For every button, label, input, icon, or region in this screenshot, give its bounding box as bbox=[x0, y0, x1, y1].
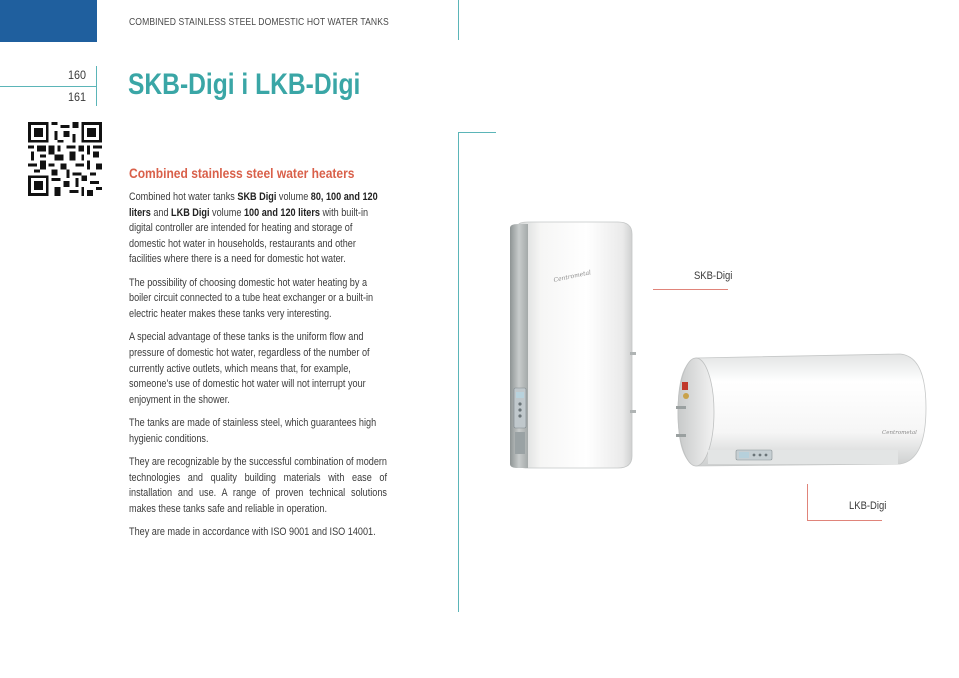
volume-lkb: 100 and 120 liters bbox=[243, 206, 320, 219]
paragraph-technology: They are recognizable by the successful combination of modern technologies and quality building materials with ease of installation and use. A range of proven technical solutions makes these tanks safe and reliable in operation. bbox=[129, 456, 387, 515]
text-run: Combined hot water tanks bbox=[129, 191, 238, 203]
vertical-tank-label: SKB-Digi bbox=[694, 270, 733, 282]
horizontal-water-heater-image bbox=[668, 350, 928, 472]
paragraph-intro bbox=[129, 190, 387, 268]
text-run: volume bbox=[209, 206, 244, 219]
page-number-right: 161 bbox=[67, 90, 86, 104]
text-run: with built-in digital controller are intended for heating and storage of domestic hot water in households, restaurants and other facilities where there is a need for domestic hot water. bbox=[129, 206, 369, 266]
running-header: COMBINED STAINLESS STEEL DOMESTIC HOT WATER TANKS bbox=[129, 17, 389, 28]
product-name-skb: SKB Digi bbox=[237, 191, 277, 203]
header-divider bbox=[458, 0, 459, 40]
image-frame-vertical-rule bbox=[458, 132, 459, 612]
page-number-divider bbox=[0, 86, 97, 87]
text-run: volume bbox=[276, 191, 311, 203]
horizontal-tank-label: LKB-Digi bbox=[849, 500, 887, 512]
paragraph-material: The tanks are made of stainless steel, which guarantees high hygienic conditions. bbox=[129, 417, 377, 445]
image-frame-top-rule bbox=[458, 132, 496, 133]
qr-code-icon[interactable] bbox=[28, 122, 102, 196]
paragraph-standards: They are made in accordance with ISO 9001 and ISO 14001. bbox=[129, 526, 376, 539]
paragraph-advantage: A special advantage of these tanks is the uniform flow and pressure of domestic hot water, regardless of the number of currently active outlets, which means that, for example, someone's use of domestic hot water will not interrupt your enjoyment in the shower. bbox=[129, 331, 370, 406]
product-name-lkb: LKB Digi bbox=[171, 206, 210, 219]
vertical-tank-callout-line bbox=[653, 289, 728, 290]
corner-color-block bbox=[0, 0, 97, 42]
text-run: and bbox=[150, 206, 172, 219]
volume-skb: 80, 100 and 120 liters bbox=[129, 191, 378, 219]
page-number-left: 160 bbox=[67, 68, 86, 82]
svg-text:Centrometal: Centrometal bbox=[882, 430, 917, 436]
page-title: SKB-Digi i LKB-Digi bbox=[128, 68, 361, 101]
body-text bbox=[129, 190, 387, 549]
paragraph-heating: The possibility of choosing domestic hot water heating by a boiler circuit connected to a tube heat exchanger or a built-in electric heater makes these tanks very interesting. bbox=[129, 276, 374, 320]
horizontal-tank-callout-line bbox=[807, 520, 882, 521]
section-subtitle: Combined stainless steel water heaters bbox=[129, 165, 355, 181]
vertical-water-heater-image bbox=[506, 220, 638, 472]
svg-text:Centrometal: Centrometal bbox=[552, 269, 592, 284]
horizontal-tank-callout-vertical bbox=[807, 484, 808, 521]
page-number-vertical-rule bbox=[96, 66, 97, 106]
